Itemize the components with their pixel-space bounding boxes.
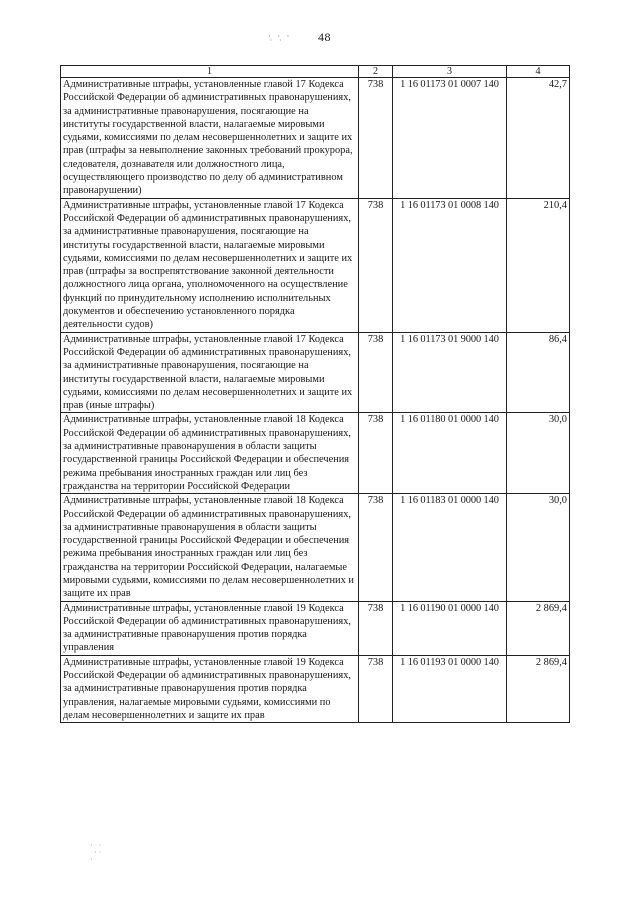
- row-kbk-code: 1 16 01173 01 0007 140: [393, 78, 507, 199]
- row-amount: 30,0: [507, 413, 570, 494]
- table-header-row: [61, 66, 570, 78]
- page-number: 48: [318, 30, 331, 44]
- row-kbk-code: 1 16 01180 01 0000 140: [393, 413, 507, 494]
- row-admin-code: 738: [359, 78, 393, 199]
- row-kbk-code: 1 16 01173 01 9000 140: [393, 332, 507, 413]
- row-kbk-code: 1 16 01173 01 0008 140: [393, 198, 507, 332]
- column-header-1: 1: [61, 66, 359, 78]
- column-header-4: 4: [507, 66, 570, 78]
- row-kbk-code: 1 16 01190 01 0000 140: [393, 601, 507, 655]
- table-row: [61, 332, 570, 413]
- row-amount: 2 869,4: [507, 601, 570, 655]
- column-header-2: 2: [359, 66, 393, 78]
- table-row: [61, 494, 570, 601]
- row-amount: 86,4: [507, 332, 570, 413]
- table-row: [61, 78, 570, 199]
- row-name: Административные штрафы, установленные главой 18 Кодекса Российской Федерации об административных правонарушениях, за административные правонарушения в области защиты государственной границы Российской Федерации и обеспечения режима пребывания иностранных граждан или лиц без гражданства на территории Российской Федерации: [61, 413, 359, 494]
- table-row: [61, 198, 570, 332]
- table-row: [61, 655, 570, 722]
- column-header-3: 3: [393, 66, 507, 78]
- row-amount: 2 869,4: [507, 655, 570, 722]
- row-admin-code: 738: [359, 601, 393, 655]
- budget-table: [60, 65, 570, 723]
- scan-specks-decoration: · · · · ·: [90, 841, 102, 864]
- table-row: [61, 413, 570, 494]
- row-amount: 42,7: [507, 78, 570, 199]
- row-amount: 210,4: [507, 198, 570, 332]
- row-name: Административные штрафы, установленные главой 19 Кодекса Российской Федерации об административных правонарушениях, за административные правонарушения против порядка управления: [61, 601, 359, 655]
- row-name: Административные штрафы, установленные главой 17 Кодекса Российской Федерации об административных правонарушениях, за административные правонарушения, посягающие на институты государственной власти, налагаемые мировыми судьями, комиссиями по делам несовершеннолетних и защите их прав (штрафы за невыполнение законных требований прокурора, следователя, дознавателя или должностного лица, осуществляющего производство по делу об административном правонарушении): [61, 78, 359, 199]
- table-row: [61, 601, 570, 655]
- row-amount: 30,0: [507, 494, 570, 601]
- row-kbk-code: 1 16 01183 01 0000 140: [393, 494, 507, 601]
- row-kbk-code: 1 16 01193 01 0000 140: [393, 655, 507, 722]
- row-admin-code: 738: [359, 198, 393, 332]
- row-admin-code: 738: [359, 332, 393, 413]
- row-name: Административные штрафы, установленные главой 17 Кодекса Российской Федерации об административных правонарушениях, за административные правонарушения, посягающие на институты государственной власти, налагаемые мировыми судьями, комиссиями по делам несовершеннолетних и защите их прав (иные штрафы): [61, 332, 359, 413]
- row-name: Административные штрафы, установленные главой 18 Кодекса Российской Федерации об административных правонарушениях, за административные правонарушения в области защиты государственной границы Российской Федерации и обеспечения режима пребывания иностранных граждан или лиц без гражданства на территории Российской Федерации, налагаемые мировыми судьями, комиссиями по делам несовершеннолетних и защите их прав: [61, 494, 359, 601]
- row-name: Административные штрафы, установленные главой 17 Кодекса Российской Федерации об административных правонарушениях, за административные правонарушения, посягающие на институты государственной власти, налагаемые мировыми судьями, комиссиями по делам несовершеннолетних и защите их прав (штрафы за воспрепятствование законной деятельности должностного лица органа, уполномоченного на осуществление функций по принудительному исполнению исполнительных документов и обеспечению установленного порядка деятельности судов): [61, 198, 359, 332]
- scan-mark: ·̣ ·̣ ·: [268, 31, 292, 41]
- row-admin-code: 738: [359, 413, 393, 494]
- row-name: Административные штрафы, установленные главой 19 Кодекса Российской Федерации об административных правонарушениях, за административные правонарушения против порядка управления, налагаемые мировыми судьями, комиссиями по делам несовершеннолетних и защите их прав: [61, 655, 359, 722]
- row-admin-code: 738: [359, 494, 393, 601]
- row-admin-code: 738: [359, 655, 393, 722]
